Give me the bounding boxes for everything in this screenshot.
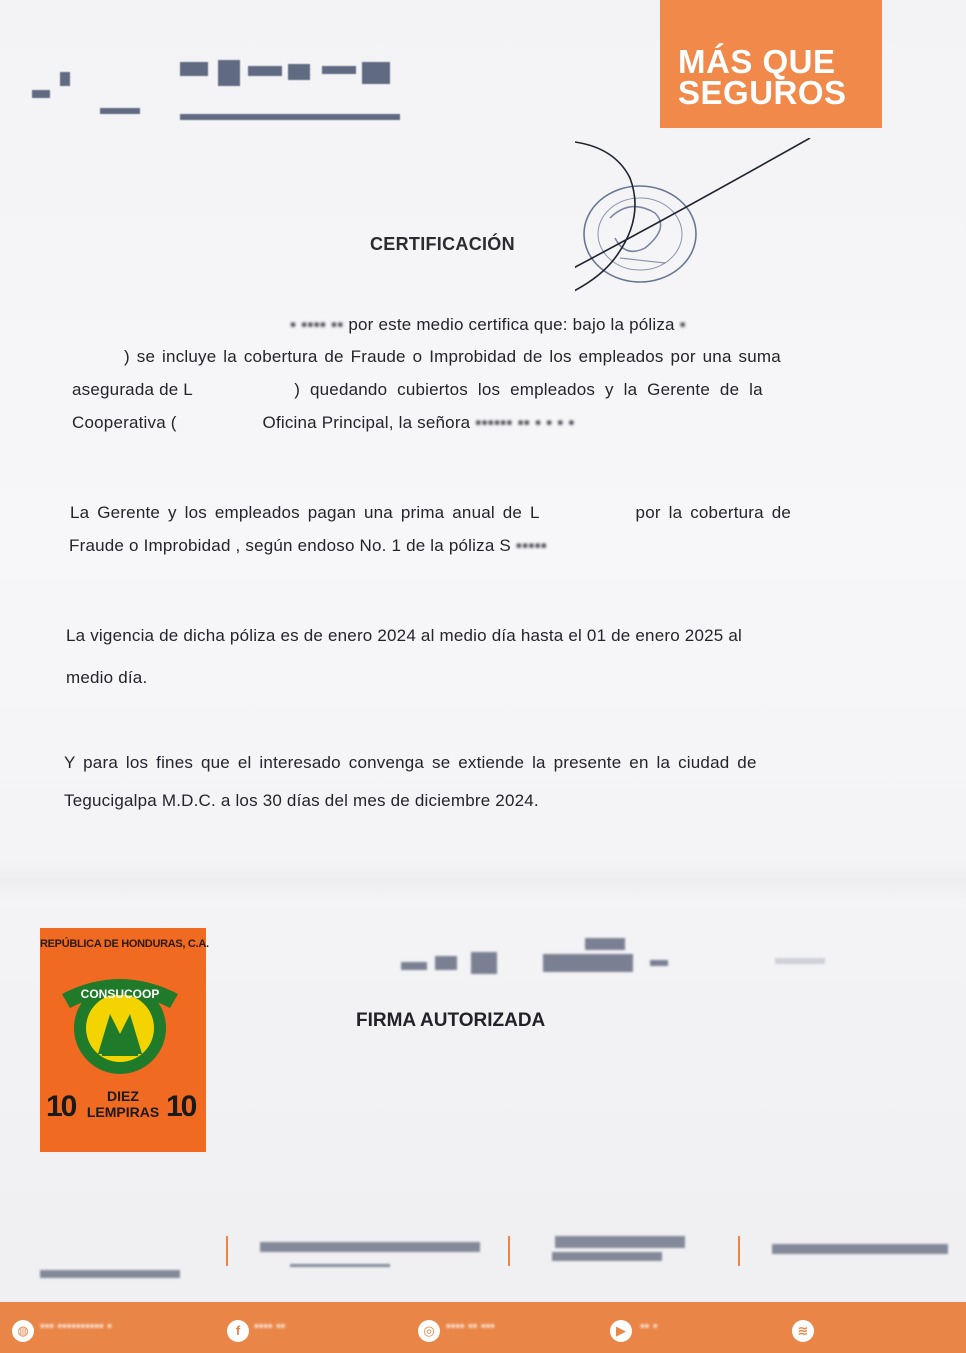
paragraph-1-line-2: ) se incluye la cobertura de Fraude o Improbidad de los empleados por una suma: [124, 347, 781, 366]
p2-line2-text: Fraude o Improbidad , según endoso No. 1 de la póliza S: [69, 536, 511, 555]
redacted-footer-contact: [0, 1232, 966, 1292]
paragraph-3-line-2: medio día.: [66, 668, 148, 687]
redacted-instagram-handle: ▪▪▪▪ ▪▪ ▪▪▪: [446, 1318, 495, 1333]
redacted-letterhead: [30, 60, 420, 146]
brand-slogan-line2: SEGUROS: [678, 74, 847, 111]
redacted-facebook-handle: ▪▪▪▪ ▪▪: [254, 1318, 286, 1333]
paragraph-1-line-3: [72, 380, 763, 400]
redacted-policy-number: ▪: [679, 315, 686, 334]
brand-banner: [660, 0, 882, 128]
facebook-icon[interactable]: f: [227, 1320, 249, 1342]
footer-divider: [226, 1236, 228, 1266]
redacted-youtube-handle: ▪▪ ▪: [640, 1318, 658, 1333]
stamp-value-text-line1: DIEZ: [107, 1088, 139, 1104]
p2-line1-end: por la cobertura de: [635, 503, 792, 522]
brand-slogan-line1: MÁS QUE: [678, 43, 836, 80]
redacted-manager-name: ▪▪▪▪▪▪ ▪▪ ▪ ▪ ▪ ▪: [475, 413, 575, 432]
paragraph-3-line-1: La vigencia de dicha póliza es de enero 2024 al medio día hasta el 01 de enero 2025 al: [66, 626, 742, 645]
round-seal: [575, 138, 825, 318]
p1-line4-start: Cooperativa (: [72, 413, 177, 432]
p1-line1-text: por este medio certifica que: bajo la póliza: [348, 315, 675, 334]
signature-label: FIRMA AUTORIZADA: [356, 1010, 546, 1031]
youtube-icon[interactable]: ▶: [610, 1320, 632, 1342]
stamp-value-text-line2: LEMPIRAS: [86, 1104, 160, 1120]
stamp-value-text: [80, 1088, 166, 1120]
paragraph-2-line-2: [69, 536, 547, 556]
globe-icon[interactable]: ◍: [12, 1320, 34, 1342]
redacted-website: ▪▪▪ ▪▪▪▪▪▪▪▪▪▪ ▪: [40, 1318, 112, 1333]
paragraph-1-line-4: [72, 413, 575, 433]
paragraph-4-line-1: Y para los fines que el interesado convenga se extiende la presente en la ciudad de: [64, 753, 757, 772]
p1-line3-start: asegurada de L: [72, 380, 193, 399]
spotify-icon[interactable]: ≋: [792, 1320, 814, 1342]
p1-line3-end: ) quedando cubiertos los empleados y la Gerente de la: [294, 380, 763, 399]
paragraph-2-line-1: [70, 503, 791, 523]
redacted-signature: [395, 930, 845, 990]
p2-line1-start: La Gerente y los empleados pagan una prima anual de L: [70, 503, 540, 522]
paragraph-1-line-1: [290, 315, 686, 335]
redacted-logo-mark: [30, 60, 420, 140]
consucoop-emblem-icon: [40, 954, 206, 1094]
redacted-company-name: ▪ ▪▪▪▪ ▪▪: [290, 315, 344, 334]
stamp-value: [40, 1086, 206, 1126]
p1-line4-end: Oficina Principal, la señora: [262, 413, 471, 432]
footer-divider: [738, 1236, 740, 1266]
instagram-icon[interactable]: ◎: [418, 1320, 440, 1342]
stamp-country-text: REPÚBLICA DE HONDURAS, C.A.: [40, 938, 209, 950]
stamp-value-left: 10: [46, 1090, 76, 1123]
revenue-stamp: [40, 928, 209, 1152]
stamp-value-right: 10: [166, 1090, 196, 1123]
document-title: CERTIFICACIÓN: [370, 234, 515, 254]
footer-divider: [508, 1236, 510, 1266]
redacted-policy-number: ▪▪▪▪▪: [515, 536, 548, 555]
brand-slogan: [678, 43, 868, 111]
paper-fold: [0, 860, 966, 900]
stamp-ring-text: CONSUCOOP: [80, 987, 160, 1001]
paragraph-4-line-2: Tegucigalpa M.D.C. a los 30 días del mes de diciembre 2024.: [64, 791, 539, 810]
